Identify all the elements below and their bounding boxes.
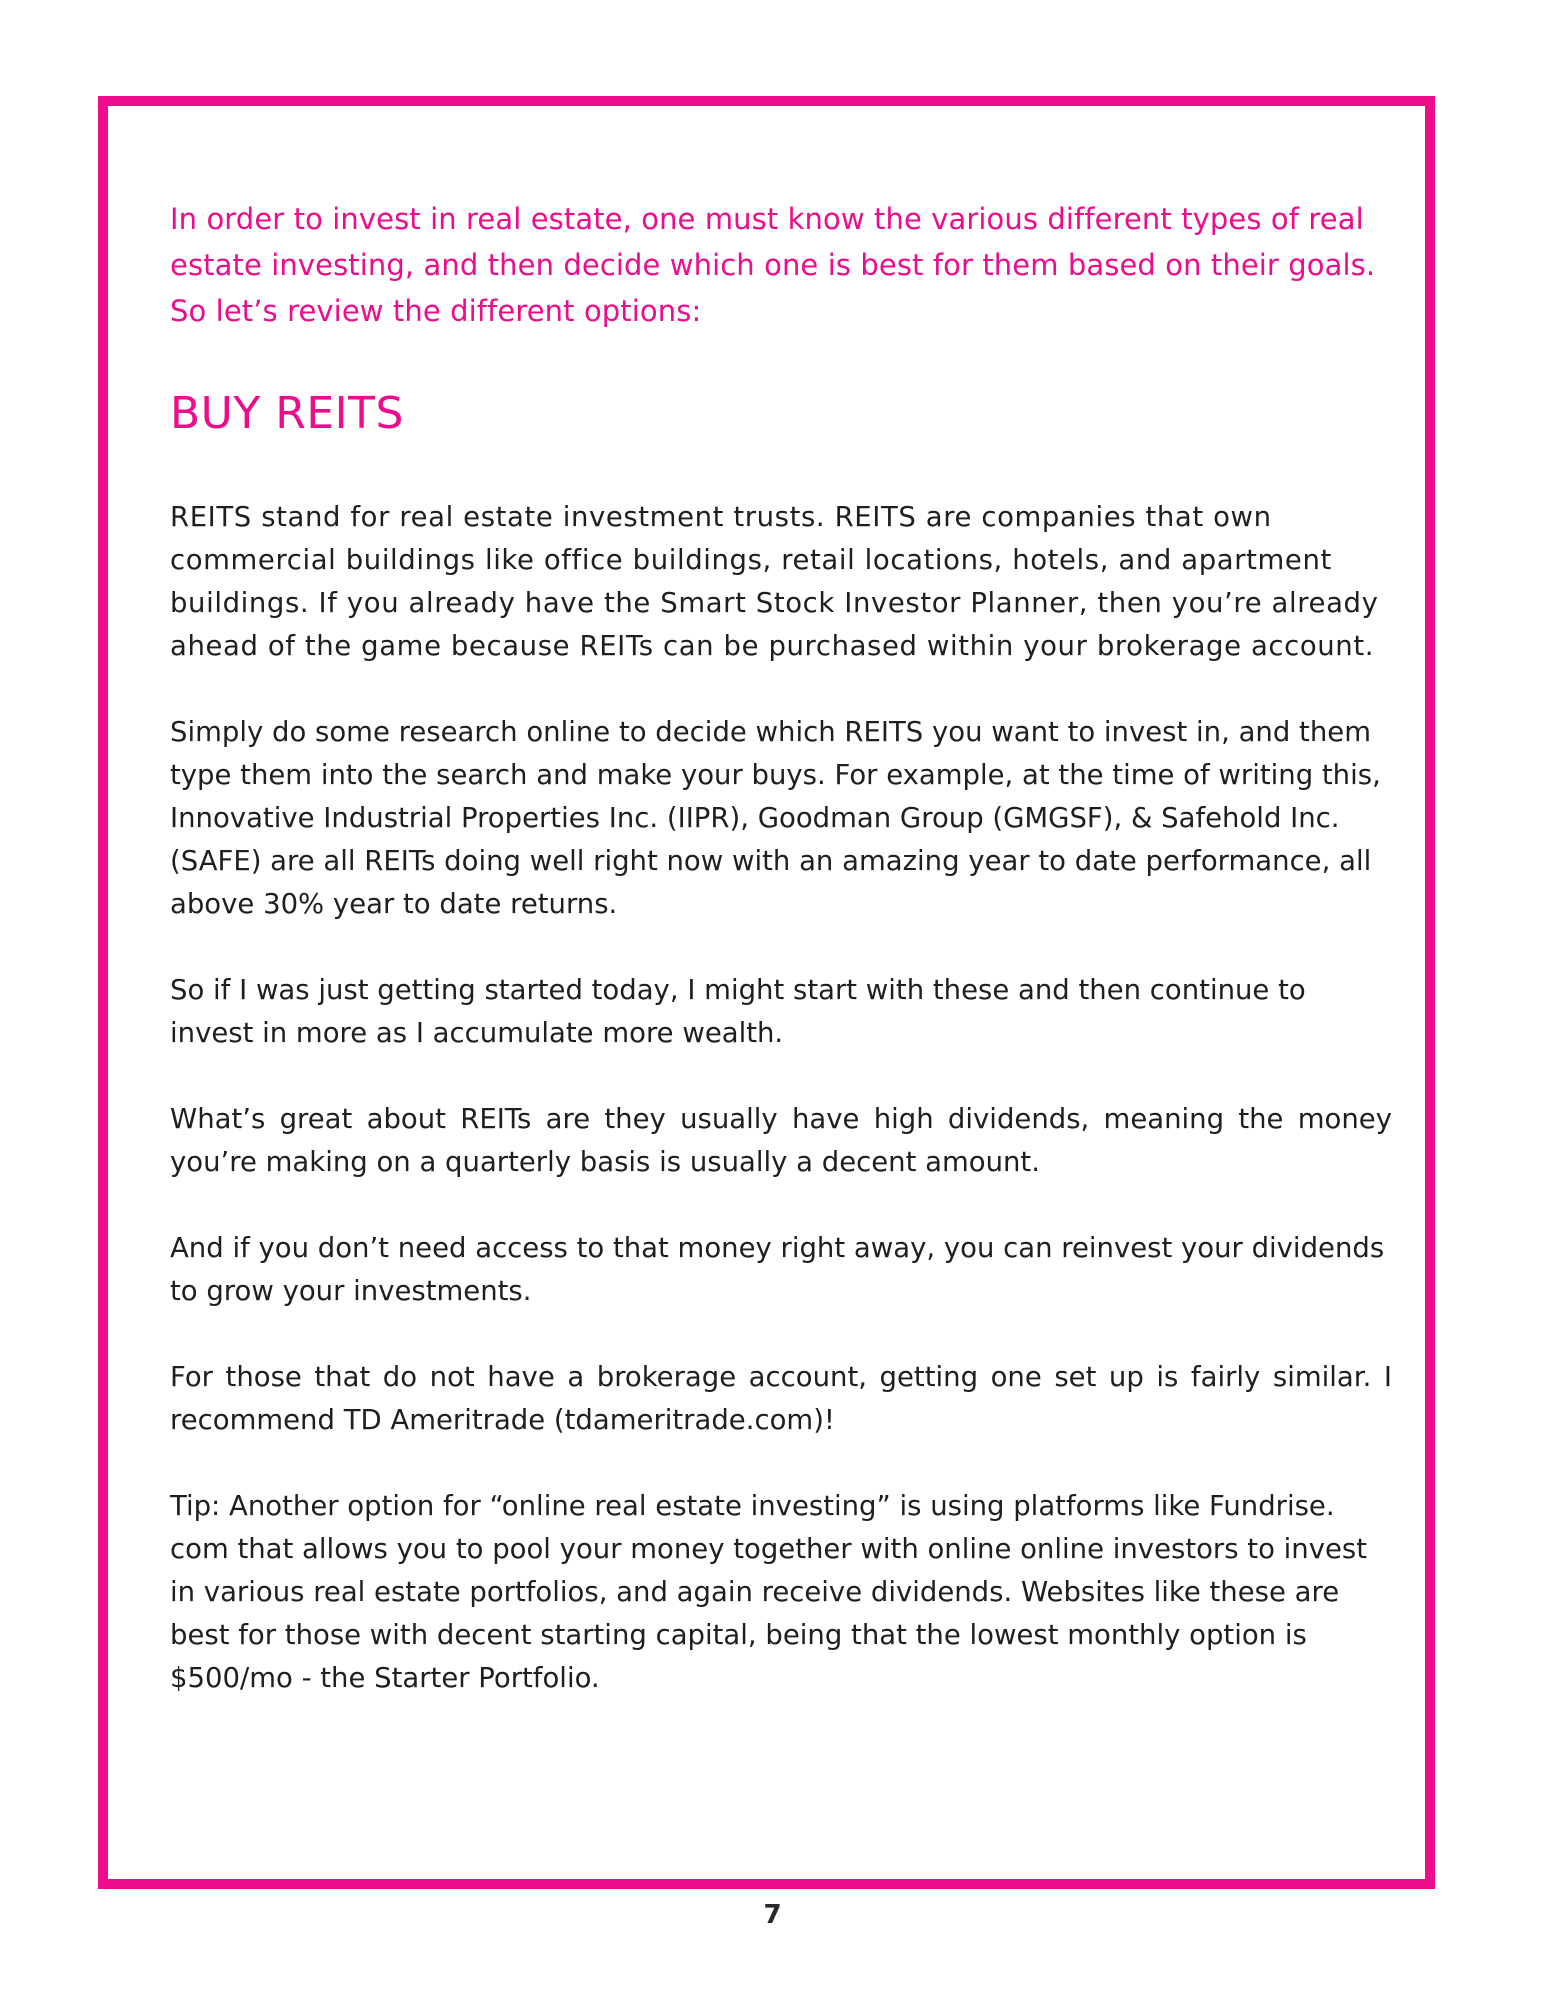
paragraph-brokerage: For those that do not have a brokerage account, getting one set up is fairly similar. I recommend TD Ameritrade (tdameritrade.com)! (170, 1361, 1392, 1436)
paragraph-dividends: What’s great about REITs are they usually have high dividends, meaning the money you’re making on a quarterly basis is usually a decent amount. (170, 1103, 1392, 1178)
paragraph-getting-started: So if I was just getting started today, I might start with these and then continue to invest in more as I accumulate more wealth. (170, 974, 1306, 1049)
paragraph-tip: Tip: Another option for “online real estate investing” is using platforms like Fundrise. com that allows you to pool your money together with online online investors to invest in various real estate portfolios, and again receive dividends. Websites like these are best for those with decent starting capital, being that the lowest monthly option is $500/mo - the Starter Portfolio. (170, 1490, 1368, 1694)
intro-text: In order to invest in real estate, one must know the various different types of real estate investing, and then decide which one is best for them based on their goals. So let’s review the different options: (170, 202, 1376, 328)
paragraph-reits-definition: REITS stand for real estate investment trusts. REITS are companies that own commercial buildings like office buildings, retail locations, hotels, and apartment buildings. If you already have the Smart Stock Investor Planner, then you’re already ahead of the game because REITs can be purchased within your brokerage account. (170, 501, 1379, 662)
page-number: 7 (763, 1900, 782, 1930)
section-heading: BUY REITS (170, 388, 404, 439)
page-content (170, 196, 1392, 1700)
paragraph-reinvest: And if you don’t need access to that money right away, you can reinvest your dividends to grow your investments. (170, 1232, 1385, 1307)
paragraph-research: Simply do some research online to decide which REITS you want to invest in, and them type them into the search and make your buys. For example, at the time of writing this, Innovative Industrial Properties Inc. (IIPR), Goodman Group (GMGSF), & Safehold Inc. (SAFE) are all REITs doing well right now with an amazing year to date performance, all above 30% year to date returns. (170, 716, 1381, 920)
